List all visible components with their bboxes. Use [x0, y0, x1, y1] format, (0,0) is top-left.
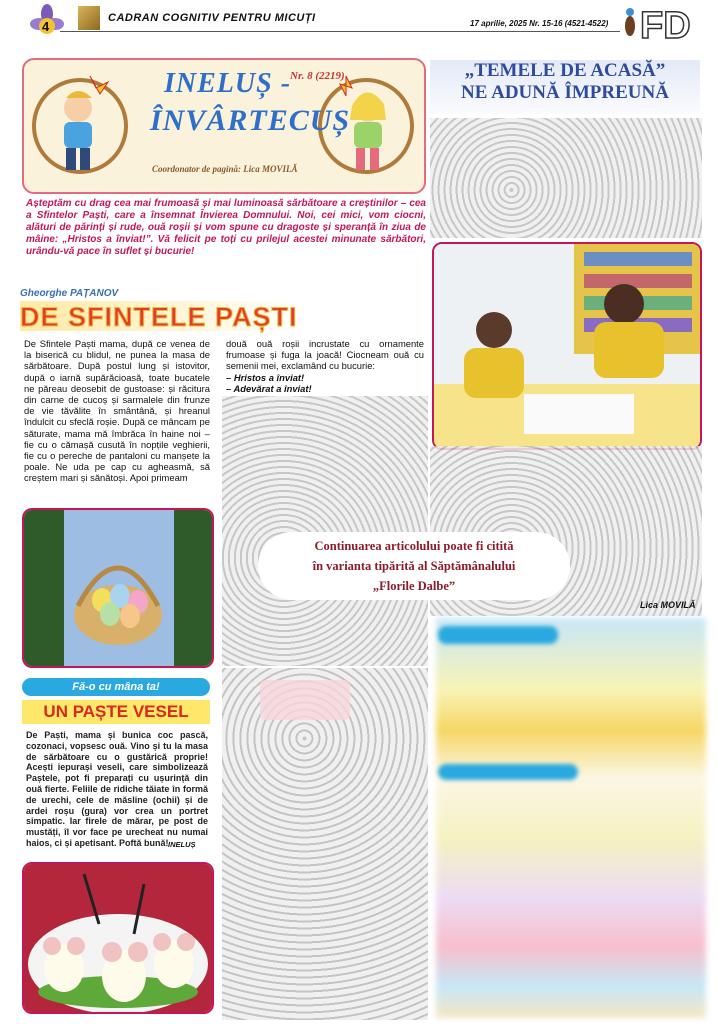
issue-date: 17 aprilie, 2025 Nr. 15-16 (4521-4522): [470, 19, 609, 28]
dialog-line-1: – Hristos a înviat!: [226, 371, 305, 383]
right-headline-line2: NE ADUNĂ ÎMPREUNĂ: [461, 82, 669, 103]
blurred-text-block: [430, 118, 702, 238]
article-title: DE SFINTELE PAȘTI: [20, 302, 298, 332]
continuation-notice: [258, 532, 570, 600]
continuation-line2: în varianta tipărită al Săptămânalului: [312, 559, 516, 573]
gold-square-decor: [78, 6, 100, 30]
right-headline-line1: „TEMELE DE ACASĂ”: [464, 60, 666, 81]
recipe-title: UN PAȘTE VESEL: [22, 700, 210, 724]
recipe-text: De Paști, mama și bunica coc pască, cozonaci, vopsesc ouă. Vino și tu la masa de sărbătoare cu o gustărică proprie! Acești iepurași veseli, care simbolizează Paștele, pot fi preparați cu ușurință din ouă fierte. Feliile de ridiche tăiate în formă de urechi, cele de măsline (ochii) și de ardei roșu (gura) vor crea un portret simpatic. Iar firele de mărar, pe post de mustăți, îl vor face pe urecheat nu numai haios, ci și apetisant. Poftă bună!: [26, 730, 208, 848]
egg-mice-photo: [22, 862, 214, 1014]
continuation-line1: Continuarea articolului poate fi citită: [314, 539, 514, 553]
masthead-coordinator: Coordonator de pagină: Lica MOVILĂ: [152, 164, 298, 174]
page-number: 4: [42, 19, 50, 34]
dialog-line-2: – Adevărat a înviat!: [226, 382, 312, 394]
masthead-issue-number: Nr. 8 (2219): [290, 70, 345, 82]
right-headline: [430, 60, 700, 114]
blurred-color-panel: [436, 618, 706, 1018]
blurred-area-lower: [222, 668, 428, 1020]
masthead-title-line2: ÎNVÂRTECUȘ: [150, 104, 351, 137]
fd-logo-text: FD: [640, 5, 691, 42]
blurred-area: [222, 396, 428, 666]
blurred-blue-tab: [438, 626, 558, 644]
right-signature: Lica MOVILĂ: [640, 600, 696, 610]
section-title: CADRAN COGNITIV PENTRU MICUȚI: [108, 12, 316, 24]
fd-logo: [622, 2, 702, 42]
page-number-badge: [30, 4, 64, 40]
children-homework-photo: [432, 242, 702, 450]
header-rule: [60, 31, 620, 32]
masthead-title-line1: INELUȘ -: [164, 68, 292, 99]
easter-eggs-photo: [22, 508, 214, 668]
boy-cartoon-icon: [30, 66, 130, 188]
masthead: [22, 58, 426, 194]
article-author: Gheorghe PAȚANOV: [20, 288, 119, 299]
article-column-1: De Sfintele Paști mama, după ce venea de la biserică cu blidul, ne punea la masa de sărbătoare. După postul lung și istovitor, după o iarnă supărăcioasă, toate bucatele ne păreau deosebit de gustoase: și răcitura din carne de cucoș și sarmalele din frunze de vie tăvălite în smântână, și hreanul îndulcit cu sfeclă roșie. După ce mâncam pe săturate, mama mă îmbrăca în haine noi – fie cu o cămașă cusută în nopțile veghierii, fie cu o pereche de pantaloni cu manșete la poale. Ne uda pe cap cu agheasmă, să creștem mari și sănătoși. Apoi primeam: [24, 338, 210, 484]
blurred-blue-tab-2: [438, 764, 578, 780]
article-column-2: [226, 338, 424, 394]
continuation-line3: „Florile Dalbe”: [372, 579, 456, 593]
article-column-2-text: două ouă roșii incrustate cu ornamente frumoase și fuga la joacă! Ciocneam ouă cu semenii mei, exclamând cu bucurie:: [226, 338, 424, 372]
blurred-pink-patch: [260, 680, 350, 720]
intro-paragraph: Așteptăm cu drag cea mai frumoasă și mai luminoasă sărbătoare a creștinilor – cea a Sfintelor Paști, care a însemnat Învierea Domnului. Noi, cei mici, vom ciocni, alături de părinți și rude, ouă roșii și vom spune cu dragoste și speranță în ziua de mâine: „Hristos a înviat!”. Vă felicit pe toți cu prilejul acestei minunate sărbători, urându-vă pace în suflet și bucurie!: [26, 198, 426, 257]
recipe-tag: Fă-o cu mâna ta!: [22, 678, 210, 696]
recipe-signature: INELUȘ: [168, 840, 196, 849]
